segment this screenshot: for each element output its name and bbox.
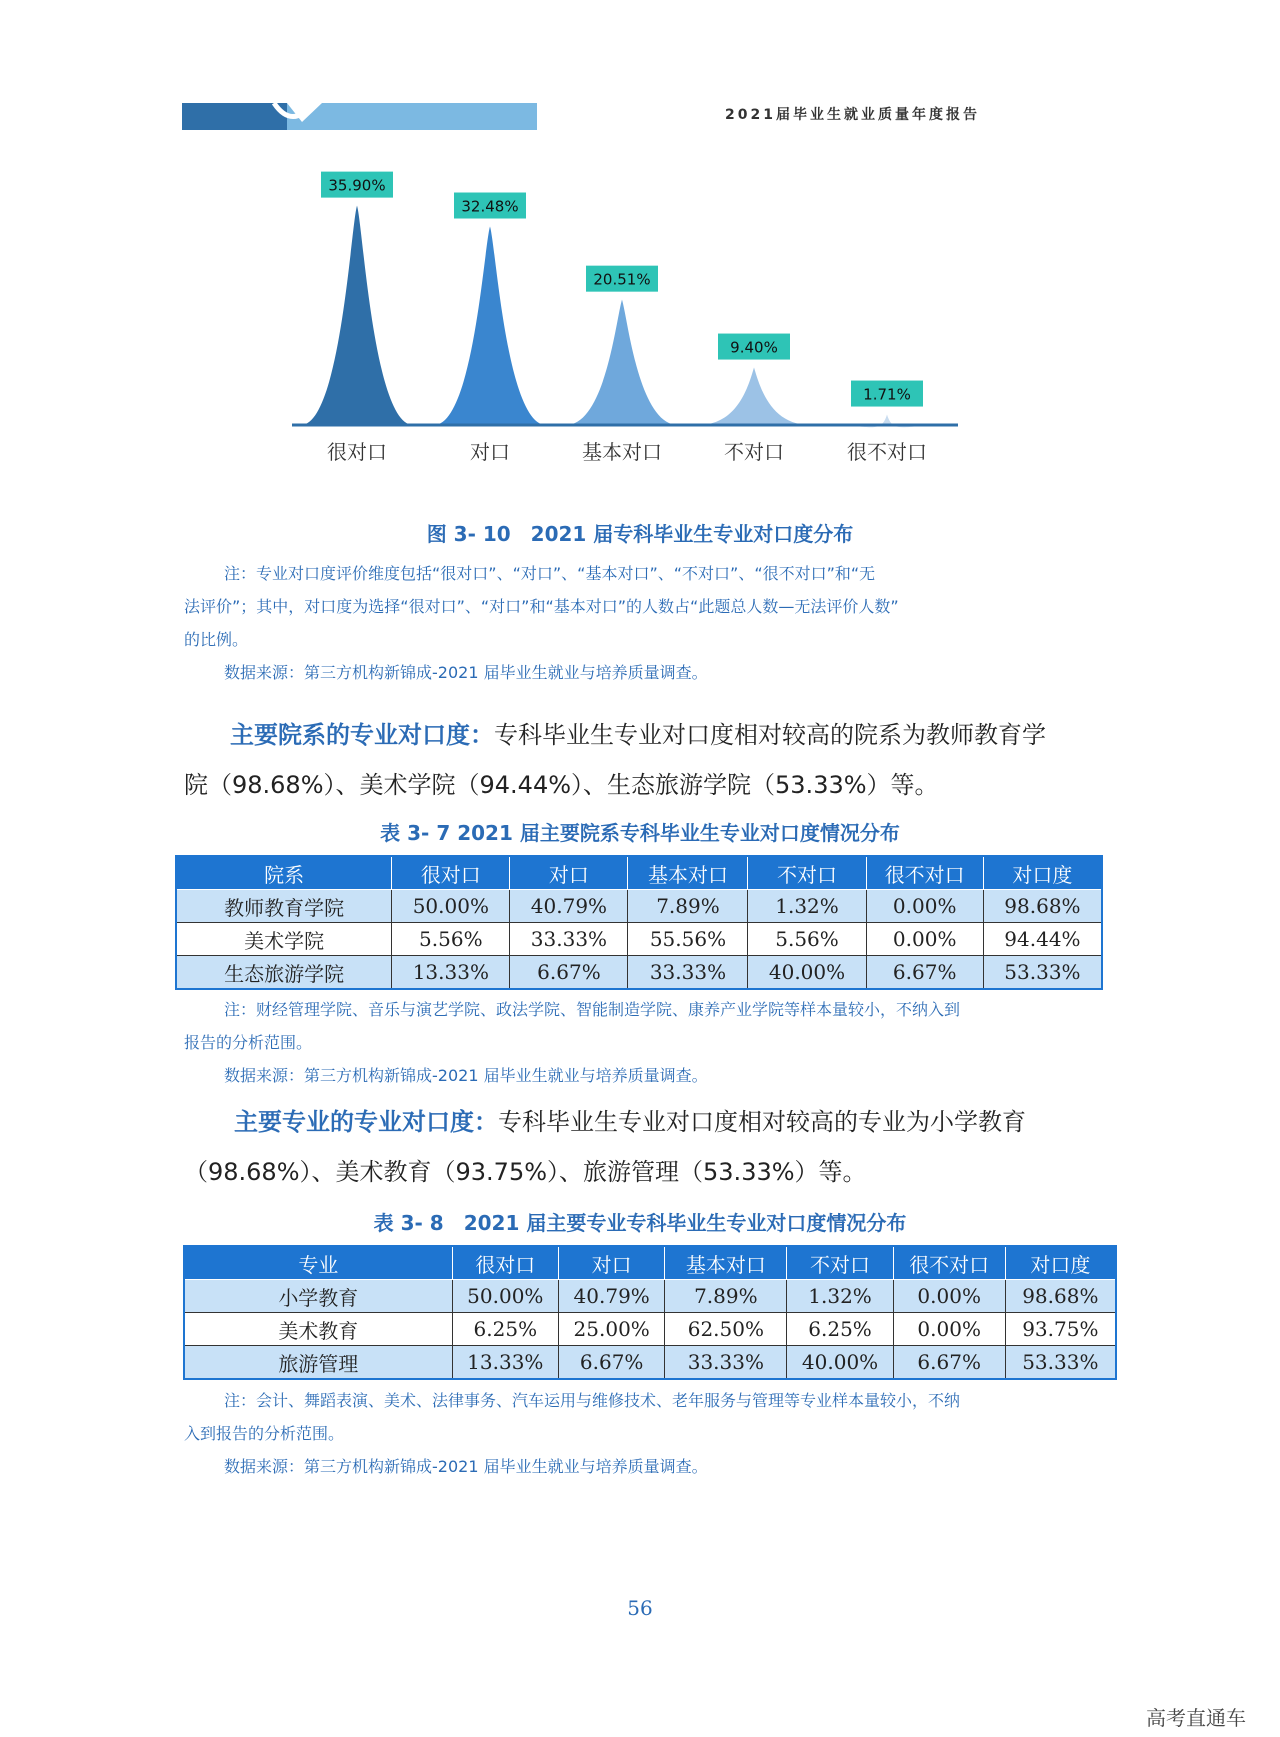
paragraph-text: 专科毕业生专业对口度相对较高的院系为教师教育学 xyxy=(494,721,1046,749)
table-cell: 50.00% xyxy=(392,890,510,923)
table-row xyxy=(184,1313,1116,1346)
page-number: 56 xyxy=(627,1596,653,1620)
table-cell: 旅游管理 xyxy=(184,1346,452,1380)
table-cell: 美术教育 xyxy=(184,1313,452,1346)
data-label: 1.71% xyxy=(863,385,911,404)
table-cell: 53.33% xyxy=(1005,1346,1116,1380)
figure-note-line-3: 的比例。 xyxy=(184,630,249,649)
paragraph-text: 专科毕业生专业对口度相对较高的专业为小学教育 xyxy=(498,1108,1026,1136)
table-cell: 0.00% xyxy=(893,1313,1005,1346)
table-note-line-1: 注：会计、舞蹈表演、美术、法律事务、汽车运用与维修技术、老年服务与管理等专业样本量较小，不纳 xyxy=(224,1391,961,1410)
data-label: 9.40% xyxy=(730,338,778,357)
table-note-line-2: 报告的分析范围。 xyxy=(184,1033,313,1052)
figure-note-line-1: 注：专业对口度评价维度包括“很对口”、“对口”、“基本对口”、“不对口”、“很不对口”和“无 xyxy=(224,564,876,583)
table-cell: 93.75% xyxy=(1005,1313,1116,1346)
category-label: 基本对口 xyxy=(582,440,662,464)
table-source: 数据来源：第三方机构新锦成-2021 届毕业生就业与培养质量调查。 xyxy=(224,1457,708,1476)
table-header-cell: 基本对口 xyxy=(628,856,748,890)
table-header-cell: 不对口 xyxy=(748,856,866,890)
table-note-line-1: 注：财经管理学院、音乐与演艺学院、政法学院、智能制造学院、康养产业学院等样本量较小，不纳入到 xyxy=(224,1000,961,1019)
table-row xyxy=(176,890,1102,923)
table-cell: 教师教育学院 xyxy=(176,890,392,923)
table-cell: 98.68% xyxy=(983,890,1102,923)
table-cell: 40.00% xyxy=(748,956,866,990)
table-cell: 0.00% xyxy=(866,923,983,956)
table-cell: 1.32% xyxy=(787,1280,893,1313)
table-row xyxy=(176,956,1102,990)
report-title: 2021届毕业生就业质量年度报告 xyxy=(725,107,980,123)
table-cell: 6.25% xyxy=(452,1313,558,1346)
chart-peak xyxy=(698,368,810,425)
table-cell: 0.00% xyxy=(893,1280,1005,1313)
table-caption: 表 3- 7 2021 届主要院系专科毕业生专业对口度情况分布 xyxy=(380,821,900,845)
data-label: 20.51% xyxy=(593,270,651,289)
watermark-text: 高考直通车 xyxy=(1146,1706,1246,1730)
table-cell: 62.50% xyxy=(665,1313,787,1346)
table-cell: 6.67% xyxy=(893,1346,1005,1380)
paragraph-text: 院（98.68%）、美术学院（94.44%）、生态旅游学院（53.33%）等。 xyxy=(184,771,939,799)
table-cell: 6.67% xyxy=(866,956,983,990)
table-cell: 生态旅游学院 xyxy=(176,956,392,990)
table-header-cell: 院系 xyxy=(176,856,392,890)
table-header-cell: 对口度 xyxy=(983,856,1102,890)
category-label: 不对口 xyxy=(724,440,784,464)
paragraph-departments xyxy=(184,710,1110,810)
table-cell: 55.56% xyxy=(628,923,748,956)
table-cell: 40.79% xyxy=(558,1280,664,1313)
figure-source: 数据来源：第三方机构新锦成-2021 届毕业生就业与培养质量调查。 xyxy=(224,663,708,682)
table-header-cell: 很不对口 xyxy=(893,1246,1005,1280)
table-cell: 1.32% xyxy=(748,890,866,923)
data-label: 32.48% xyxy=(461,197,519,216)
table-caption: 表 3- 8 2021 届主要专业专科毕业生专业对口度情况分布 xyxy=(373,1211,907,1235)
table-cell: 25.00% xyxy=(558,1313,664,1346)
table-cell: 98.68% xyxy=(1005,1280,1116,1313)
paragraph-text: （98.68%）、美术教育（93.75%）、旅游管理（53.33%）等。 xyxy=(184,1158,867,1186)
table-cell: 33.33% xyxy=(628,956,748,990)
table-cell: 40.79% xyxy=(510,890,628,923)
table-cell: 33.33% xyxy=(665,1346,787,1380)
table-cell: 7.89% xyxy=(665,1280,787,1313)
category-label: 很对口 xyxy=(327,440,387,464)
chart-peak xyxy=(301,206,413,425)
table-header-cell: 基本对口 xyxy=(665,1246,787,1280)
table-cell: 40.00% xyxy=(787,1346,893,1380)
table-cell: 6.25% xyxy=(787,1313,893,1346)
table-header-cell: 很不对口 xyxy=(866,856,983,890)
data-label: 35.90% xyxy=(328,176,386,195)
figure-caption: 图 3- 10 2021 届专科毕业生专业对口度分布 xyxy=(426,522,854,546)
table-header-cell: 对口 xyxy=(558,1246,664,1280)
table-cell: 6.67% xyxy=(558,1346,664,1380)
table-header-cell: 专业 xyxy=(184,1246,452,1280)
table-header-cell: 对口度 xyxy=(1005,1246,1116,1280)
paragraph-lead: 主要院系的专业对口度： xyxy=(230,721,494,749)
category-label: 很不对口 xyxy=(847,440,927,464)
table-cell: 13.33% xyxy=(452,1346,558,1380)
table-cell: 小学教育 xyxy=(184,1280,452,1313)
paragraph-majors xyxy=(184,1097,1110,1197)
category-label: 对口 xyxy=(470,440,510,464)
table-row xyxy=(184,1280,1116,1313)
paragraph-lead: 主要专业的专业对口度： xyxy=(234,1108,498,1136)
table-source: 数据来源：第三方机构新锦成-2021 届毕业生就业与培养质量调查。 xyxy=(224,1066,708,1085)
table-header-cell: 不对口 xyxy=(787,1246,893,1280)
table-header-cell: 对口 xyxy=(510,856,628,890)
table-cell: 0.00% xyxy=(866,890,983,923)
figure-note-line-2: 法评价”；其中，对口度为选择“很对口”、“对口”和“基本对口”的人数占“此题总人数—无法评价人数” xyxy=(184,597,899,616)
table-cell: 5.56% xyxy=(392,923,510,956)
chart-peak xyxy=(566,300,678,425)
table-cell: 33.33% xyxy=(510,923,628,956)
major-match-chart xyxy=(0,0,1280,480)
major-table xyxy=(183,1245,1117,1380)
table-header-cell: 很对口 xyxy=(452,1246,558,1280)
table-cell: 美术学院 xyxy=(176,923,392,956)
table-header-cell: 很对口 xyxy=(392,856,510,890)
table-cell: 50.00% xyxy=(452,1280,558,1313)
table-cell: 13.33% xyxy=(392,956,510,990)
table-note-line-2: 入到报告的分析范围。 xyxy=(184,1424,345,1443)
table-cell: 53.33% xyxy=(983,956,1102,990)
table-row xyxy=(176,923,1102,956)
table-row xyxy=(184,1346,1116,1380)
table-cell: 7.89% xyxy=(628,890,748,923)
chart-peak xyxy=(434,227,546,425)
table-cell: 6.67% xyxy=(510,956,628,990)
table-cell: 94.44% xyxy=(983,923,1102,956)
department-table xyxy=(175,855,1103,990)
table-cell: 5.56% xyxy=(748,923,866,956)
